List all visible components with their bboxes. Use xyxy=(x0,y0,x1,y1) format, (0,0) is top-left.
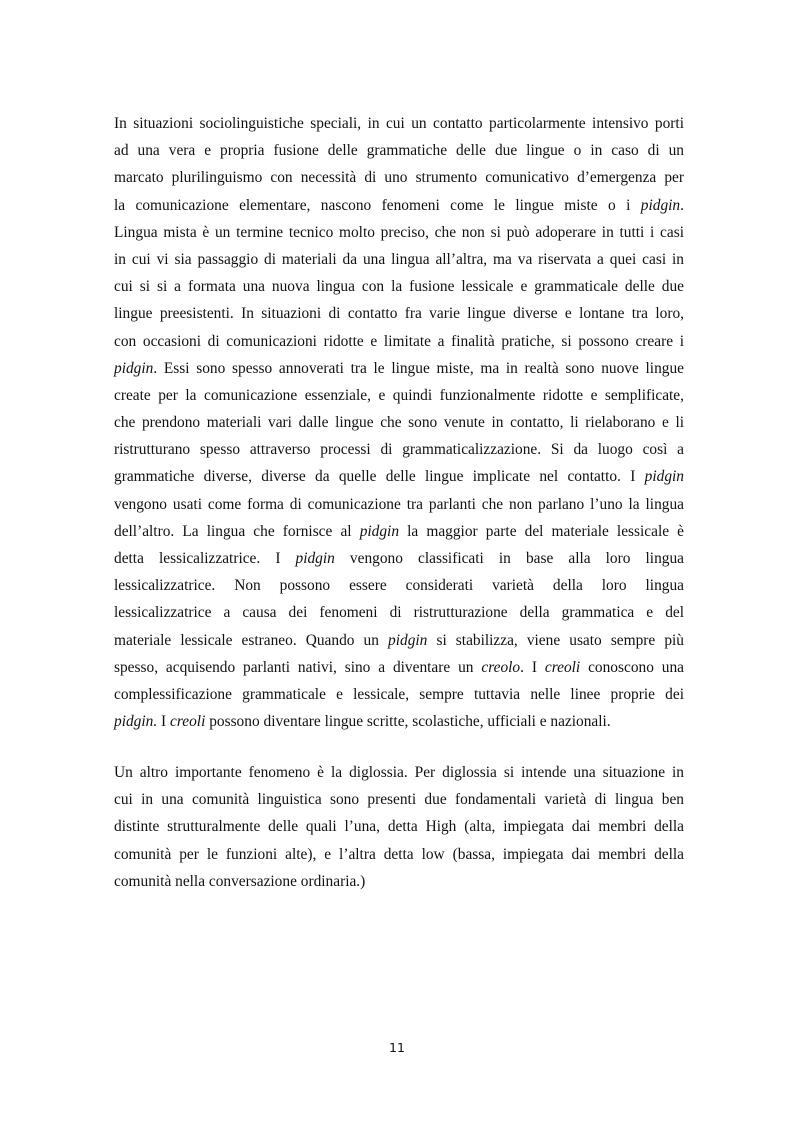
text-line xyxy=(114,813,684,840)
text-line xyxy=(114,110,684,137)
text-line xyxy=(114,382,684,409)
paragraph-pidgin-creoli xyxy=(114,110,684,735)
text-run: materiale lessicale estraneo. Quando un xyxy=(114,631,389,649)
text-line xyxy=(114,868,684,895)
italic-term: pidgin. xyxy=(114,713,158,731)
text-run: In situazioni sociolinguistiche speciali, in cui un contatto particolarmente intensivo porti xyxy=(114,115,684,132)
text-line xyxy=(114,681,684,708)
text-line xyxy=(114,572,684,599)
text-run: ristrutturano spesso attraverso processi di grammaticalizzazione. Si da luogo così a xyxy=(114,441,684,459)
text-line xyxy=(114,759,684,786)
text-run: create per la comunicazione essenziale, e quindi funzionalmente ridotte e semplificate, xyxy=(114,386,684,404)
text-line xyxy=(114,518,684,545)
text-run: cui in una comunità linguistica sono presenti due fondamentali varietà di lingua ben xyxy=(114,791,684,809)
text-run: lessicalizzatrice a causa dei fenomeni di ristrutturazione della grammatica e del xyxy=(114,604,684,622)
text-run: spesso, acquisendo parlanti nativi, sino a diventare un xyxy=(114,658,482,676)
text-line xyxy=(114,355,684,382)
text-line xyxy=(114,300,684,327)
text-run: detta lessicalizzatrice. I xyxy=(114,550,296,567)
text-run: Lingua mista è un termine tecnico molto preciso, che non si può adoperare in tutti i casi xyxy=(114,223,684,241)
italic-term: pidgin xyxy=(640,196,681,214)
text-run: . I xyxy=(520,658,545,676)
text-run: comunità per le funzioni alte), e l’altra detta low (bassa, impiegata dai membri della xyxy=(114,845,684,863)
text-line xyxy=(114,328,684,355)
text-line xyxy=(114,599,684,626)
text-run: vengono classificati in base alla loro lingua xyxy=(334,550,684,567)
text-line xyxy=(114,219,684,246)
text-line xyxy=(114,436,684,463)
text-run: I xyxy=(157,713,171,731)
text-run: vengono usati come forma di comunicazione tra parlanti che non parlano l’uno la lingua xyxy=(114,495,684,513)
text-line xyxy=(114,463,684,490)
text-run: . xyxy=(680,196,684,214)
text-line xyxy=(114,786,684,813)
italic-term: pidgin xyxy=(359,522,400,540)
text-line xyxy=(114,545,684,572)
text-run: si stabilizza, viene usato sempre più xyxy=(427,631,685,649)
text-run: che prendono materiali vari dalle lingue che sono venute in contatto, li rielaborano e li xyxy=(114,414,684,432)
text-line xyxy=(114,841,684,868)
text-line xyxy=(114,654,684,681)
text-line xyxy=(114,409,684,436)
text-run: marcato plurilinguismo con necessità di uno strumento comunicativo d’emergenza per xyxy=(114,169,684,187)
text-run: Un altro importante fenomeno è la diglossia. Per diglossia si intende una situazione in xyxy=(114,764,684,781)
text-line xyxy=(114,273,684,300)
text-run: grammatiche diverse, diverse da quelle delle lingue implicate nel contatto. I xyxy=(114,468,645,486)
text-line xyxy=(114,137,684,164)
page-number: 11 xyxy=(389,1040,405,1055)
italic-term: creolo xyxy=(481,658,521,676)
text-line xyxy=(114,192,684,219)
text-run: la maggior parte del materiale lessicale è xyxy=(399,522,685,540)
italic-term: creoli xyxy=(544,658,581,676)
text-line xyxy=(114,164,684,191)
text-run: conoscono una xyxy=(580,658,685,676)
text-line xyxy=(114,491,684,518)
text-run: lingue preesistenti. In situazioni di contatto fra varie lingue diverse e lontane tra loro, xyxy=(114,305,684,323)
text-run: comunità nella conversazione ordinaria.) xyxy=(114,872,366,890)
text-run: in cui vi sia passaggio di materiali da una lingua all’altra, ma va riservata a quei casi in xyxy=(114,250,684,268)
text-line xyxy=(114,708,684,735)
text-line xyxy=(114,627,684,654)
text-run: possono diventare lingue scritte, scolastiche, ufficiali e nazionali. xyxy=(205,713,611,731)
italic-term: pidgin xyxy=(114,359,154,377)
italic-term: pidgin xyxy=(295,550,335,567)
paragraph-diglossia xyxy=(114,759,684,895)
text-run: la comunicazione elementare, nascono fenomeni come le lingue miste o i xyxy=(114,196,641,214)
text-run: dell’altro. La lingua che fornisce al xyxy=(114,522,360,540)
italic-term: creoli xyxy=(170,713,206,731)
text-line xyxy=(114,246,684,273)
italic-term: pidgin xyxy=(388,631,428,649)
text-run: ad una vera e propria fusione delle grammatiche delle due lingue o in caso di un xyxy=(114,142,684,160)
text-run: lessicalizzatrice. Non possono essere considerati varietà della loro lingua xyxy=(114,577,684,595)
text-run: complessificazione grammaticale e lessicale, sempre tuttavia nelle linee proprie dei xyxy=(114,685,684,703)
text-run: . Essi sono spesso annoverati tra le lingue miste, ma in realtà sono nuove lingue xyxy=(153,359,684,377)
text-run: con occasioni di comunicazioni ridotte e limitate a finalità pratiche, si possono creare i xyxy=(114,332,684,350)
text-run: cui si si a formata una nuova lingua con la fusione lessicale e grammaticale delle due xyxy=(114,278,684,296)
italic-term: pidgin xyxy=(644,468,684,486)
text-run: distinte strutturalmente delle quali l’una, detta High (alta, impiegata dai membri della xyxy=(114,818,684,836)
